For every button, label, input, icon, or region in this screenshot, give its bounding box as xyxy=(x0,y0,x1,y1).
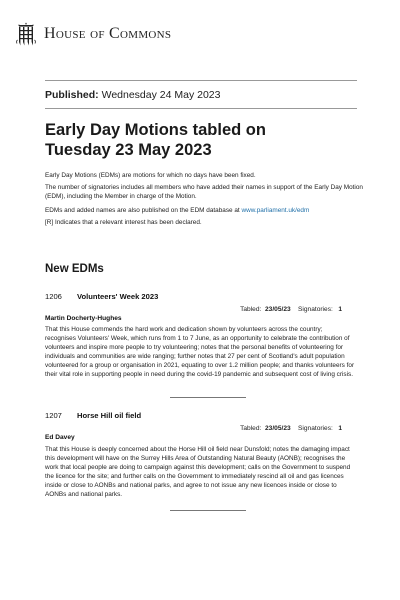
intro-paragraph-3 xyxy=(45,206,367,215)
edm-member: Ed Davey xyxy=(45,434,75,441)
signatories-count: 1 xyxy=(338,425,342,432)
page-title-line-2: Tuesday 23 May 2023 xyxy=(45,141,212,159)
intro-paragraph-3-text: EDMs and added names are also published on the EDM database at xyxy=(45,207,242,214)
published-date: Wednesday 24 May 2023 xyxy=(101,89,221,101)
edm-member: Martin Docherty-Hughes xyxy=(45,315,122,322)
portcullis-icon xyxy=(16,22,36,46)
intro-paragraph-1: Early Day Motions (EDMs) are motions for which no days have been fixed. xyxy=(45,172,256,179)
house-title: House of Commons xyxy=(44,25,172,42)
page-title-line-1: Early Day Motions tabled on xyxy=(45,121,266,139)
tabled-label: Tabled: xyxy=(240,425,262,432)
intro-paragraph-4: [R] Indicates that a relevant interest has been declared. xyxy=(45,219,202,226)
published-line xyxy=(45,89,220,101)
edm-meta xyxy=(240,425,342,432)
divider-top xyxy=(45,80,357,81)
edm-header xyxy=(45,411,141,420)
tabled-date: 23/05/23 xyxy=(265,306,291,313)
edm-divider xyxy=(170,510,246,511)
masthead xyxy=(16,22,171,46)
edm-meta xyxy=(240,306,342,313)
edm-header xyxy=(45,292,158,301)
edm-text: That this House is deeply concerned about the Horse Hill oil field near Dunsfold; notes the damaging impact this development will have on the Surrey Hills Area of Outstanding Natural Beauty (AONB); recognises the work that local people are doing to campaign against this development; calls on the Government to suspend the licence for the site; and further calls on the Government to immediately rescind all oil and gas licences inside or close to AONBs and national parks, and agree to not issue any new licences inside or close to AONBs and national parks. xyxy=(45,446,351,498)
tabled-date: 23/05/23 xyxy=(265,425,291,432)
published-label: Published: xyxy=(45,89,99,101)
edm-database-link[interactable]: www.parliament.uk/edm xyxy=(241,207,310,214)
section-title: New EDMs xyxy=(45,263,104,275)
edm-title: Volunteers' Week 2023 xyxy=(77,292,159,301)
signatories-label: Signatories: xyxy=(298,306,333,313)
signatories-label: Signatories: xyxy=(298,425,333,432)
page-title xyxy=(45,120,365,160)
edm-text: That this House commends the hard work and dedication shown by volunteers across the country; recognises Volunteers' Week, which runs from 1 to 7 June, as an opportunity to celebrate the contribution of volunteers and inspire more people to try volunteering; notes that the personal benefits of volunteering for individuals and communities are wide ranging; further notes that 27 per cent of Scotland's adult population volunteered for a group or organisation in 2021, equating to over 1.2 million people; and thanks volunteers for their vital role in supporting people in need during the covid-19 pandemic and subsequent cost of living crisis. xyxy=(45,326,355,378)
divider-published xyxy=(45,108,357,109)
edm-divider xyxy=(170,397,246,398)
tabled-label: Tabled: xyxy=(240,306,262,313)
signatories-count: 1 xyxy=(338,306,342,313)
edm-number: 1206 xyxy=(45,292,62,301)
intro-paragraph-2: The number of signatories includes all members who have added their names in support of the Early Day Motion (EDM), including the Member in charge of the Motion. xyxy=(45,184,363,200)
edm-title: Horse Hill oil field xyxy=(77,411,142,420)
edm-number: 1207 xyxy=(45,411,62,420)
